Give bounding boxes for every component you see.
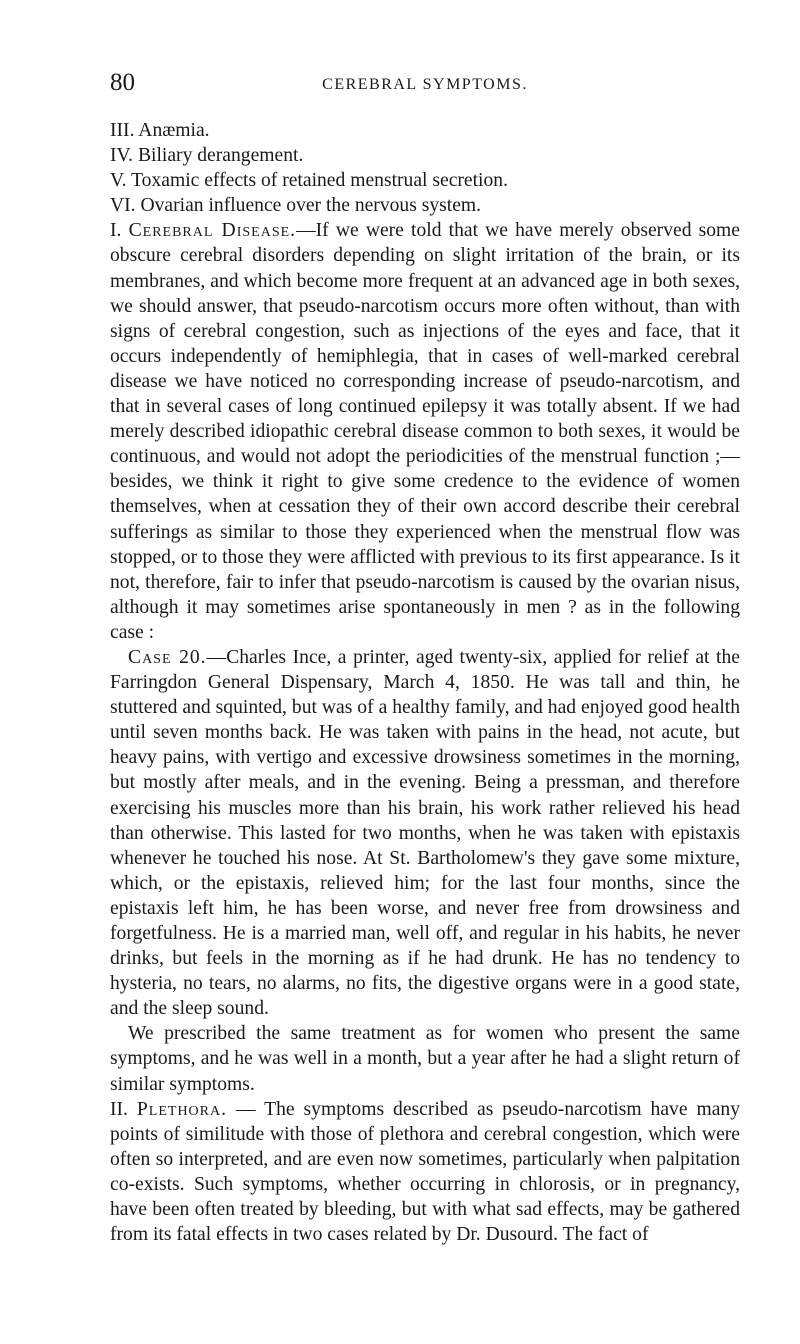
list-item-biliary: IV. Biliary derangement. — [110, 145, 304, 167]
page-header — [110, 68, 740, 98]
paragraph-plethora — [110, 1097, 740, 1248]
paragraph-treatment: We prescribed the same treatment as for women who present the same symptoms, and he was well in a month, but a year after he had a slight return of similar symptoms. — [110, 1023, 740, 1095]
body-text — [110, 118, 740, 1247]
paragraph-text: —Charles Ince, a printer, aged twenty-six, applied for relief at the Farringdon General Dispensary, March 4, 1850. He was tall and thin, he stuttered and squinted, but was of a healthy family, and had enjoyed good health until seven months back. He was taken with pains in the head, not acute, but heavy pains, with vertigo and excessive drowsiness sometimes in the morning, but mostly after meals, and in the evening. Being a pressman, and therefore exercising his muscles more than his brain, his work rather relieved his head than otherwise. This lasted for two months, when he was taken with epistaxis whenever he touched his nose. At St. Bartholomew's they gave some mixture, which, or the epistaxis, relieved him; for the last four months, since the epistaxis left him, he has been worse, and never free from drowsiness and forgetfulness. He is a married man, well off, and regular in his habits, he never drinks, but feels in the morning as if he had drunk. He has no tendency to hysteria, no tears, no alarms, no fits, the digestive organs were in a good state, and the sleep sound. — [110, 646, 740, 1020]
paragraph-cerebral-disease — [110, 218, 740, 645]
section-numeral: II. — [110, 1098, 128, 1120]
case-heading: Case 20. — [128, 646, 207, 668]
paragraph-text: —If we were told that we have merely observed some obscure cerebral disorders depending on slight irritation of the brain, or its membranes, and which become more frequent at an advanced age in both sexes, we should answer, that pseudo-narcotism occurs more often without, than with signs of cerebral congestion, such as injections of the eyes and face, that it occurs independently of hemiphlegia, that in cases of well-marked cerebral disease we have noticed no corresponding increase of pseudo-narcotism, and that in several cases of long continued epilepsy it was totally absent. If we had merely described idiopathic cerebral disease common to both sexes, it would be continuous, and would not adopt the periodicities of the menstrual function ;—besides, we think it right to give some credence to the evidence of women themselves, when at cessation they of their own accord describe their cerebral sufferings as similar to those they experienced when the menstrual flow was stopped, or to those they were afflicted with previous to its first appearance. Is it not, therefore, fair to infer that pseudo-narcotism is caused by the ovarian nisus, although it may sometimes arise spontaneously in men ? as in the following case : — [110, 220, 740, 643]
list-item-toxamic: V. Toxamic effects of retained menstrual secretion. — [110, 170, 508, 192]
book-page — [110, 68, 740, 1247]
section-heading: Plethora. — [136, 1098, 228, 1120]
page-number: 80 — [110, 69, 135, 96]
running-head: CEREBRAL SYMPTOMS. — [322, 76, 528, 93]
section-heading: Cerebral Disease. — [128, 220, 297, 242]
list-item-ovarian: VI. Ovarian influence over the nervous system. — [110, 195, 482, 217]
paragraph-case-20 — [110, 645, 740, 1021]
paragraph-text: — The symptoms described as pseudo-narcotism have many points of similitude with those of plethora and cerebral congestion, which were often so interpreted, and are even now sometimes, particularly when palpitation co-exists. Such symptoms, whether occurring in chlorosis, or in pregnancy, have been often treated by bleeding, but with what sad effects, may be gathered from its fatal effects in two cases related by Dr. Dusourd. The fact of — [110, 1098, 740, 1246]
list-item-anaemia: III. Anæmia. — [110, 120, 210, 141]
section-numeral: I. — [110, 220, 122, 242]
